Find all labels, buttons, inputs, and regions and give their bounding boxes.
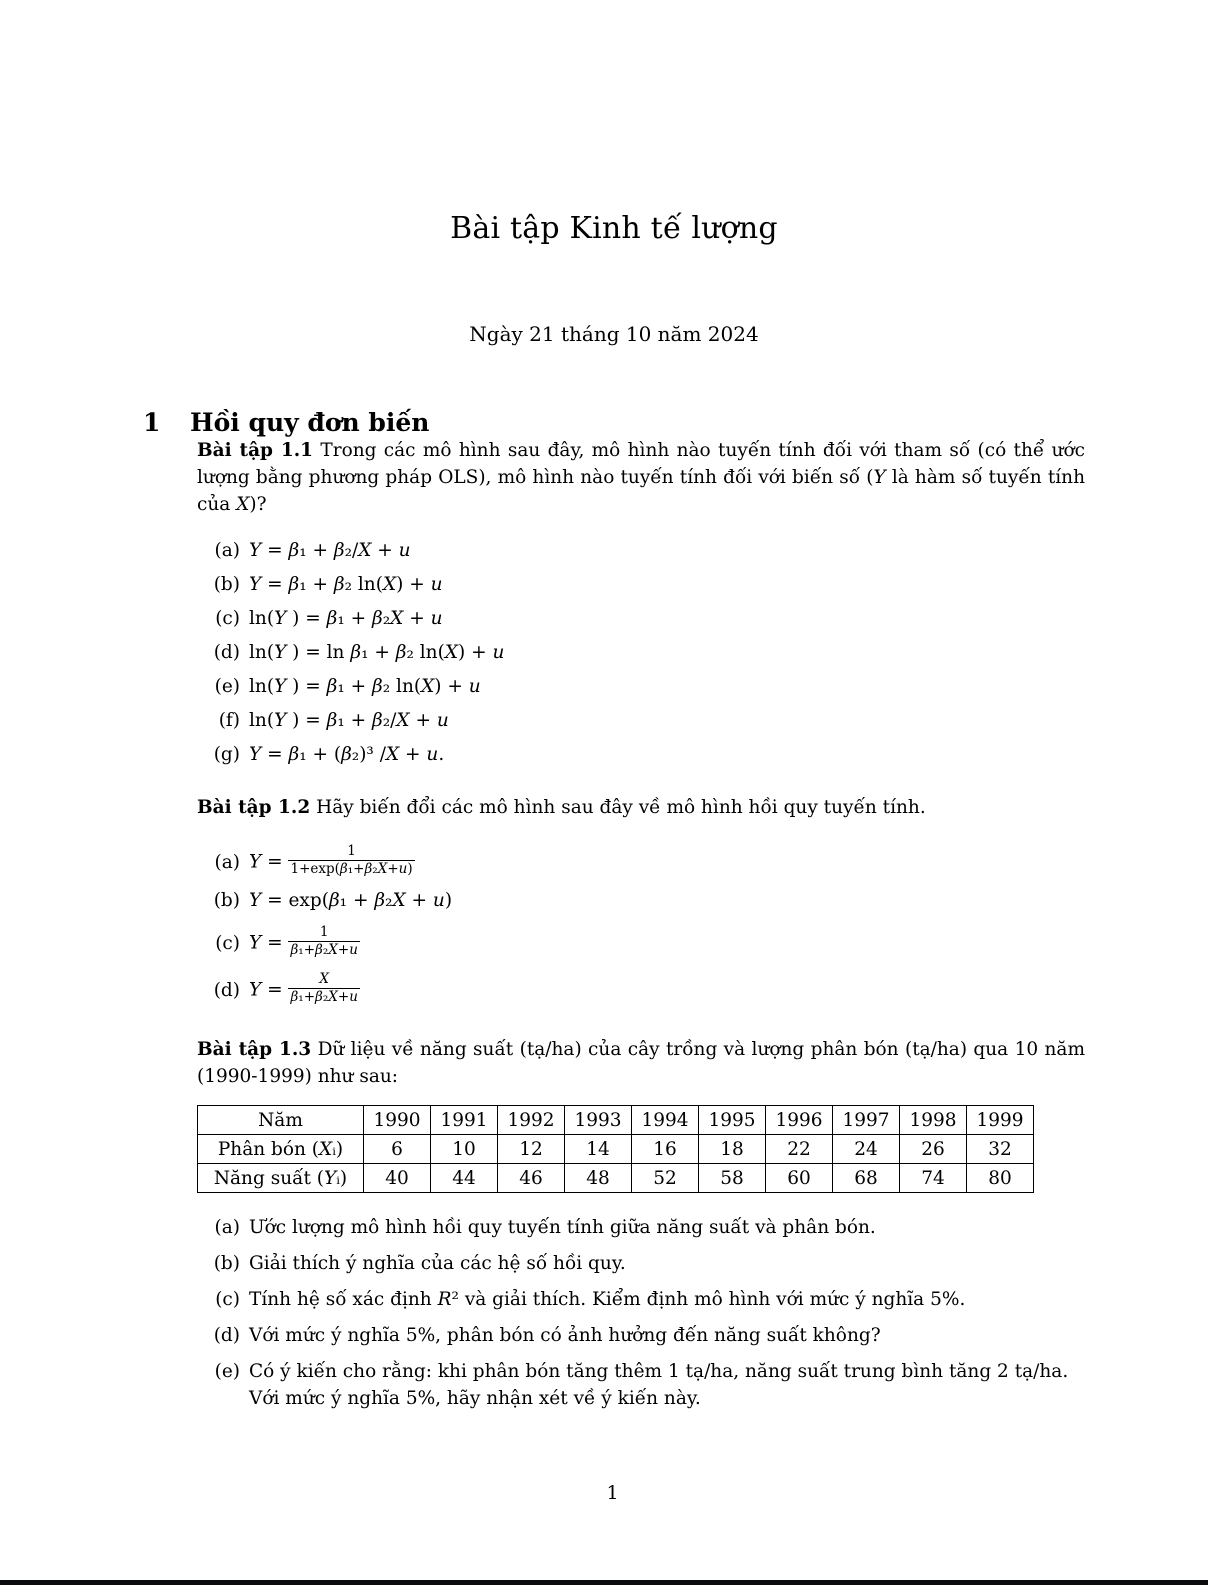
item-formula: Y = $\frac{1}{\text{1+exp(β₁+β₂X+u)}}$: [249, 842, 413, 877]
data-table-wrap: [143, 1105, 1085, 1193]
row-label-cell: Năm: [198, 1106, 364, 1135]
value-cell: 60: [766, 1164, 833, 1193]
item-text: Có ý kiến cho rằng: khi phân bón tăng thêm 1 tạ/ha, năng suất trung bình tăng 2 tạ/ha. Với mức ý nghĩa 5%, hãy nhận xét về ý kiến này.: [249, 1361, 1069, 1409]
item-label: (c): [215, 1289, 240, 1310]
list-item: [200, 707, 1085, 734]
value-cell: 6: [364, 1135, 431, 1164]
exercise-1-3-label: Bài tập 1.3: [197, 1039, 312, 1060]
value-cell: 58: [699, 1164, 766, 1193]
value-cell: 74: [900, 1164, 967, 1193]
item-text: ln(Y ) = β₁ + β₂/X + u: [249, 710, 449, 731]
item-label: (a): [214, 851, 240, 873]
fraction-numerator: X: [319, 970, 329, 987]
list-item: [200, 1214, 1085, 1241]
table-row: [198, 1106, 1034, 1135]
value-cell: 46: [498, 1164, 565, 1193]
value-cell: 1999: [967, 1106, 1034, 1135]
value-cell: 1993: [565, 1106, 632, 1135]
section-heading: [143, 408, 1085, 437]
list-item: [200, 968, 1085, 1012]
row-label-cell: Năng suất (Yᵢ): [198, 1164, 364, 1193]
item-text: Với mức ý nghĩa 5%, phân bón có ảnh hưởng đến năng suất không?: [249, 1325, 881, 1346]
page-number: 1: [606, 1482, 619, 1504]
item-text: Y = β₁ + β₂ ln(X) + u: [249, 574, 443, 595]
item-text: Y = exp(β₁ + β₂X + u): [249, 890, 453, 911]
item-text: Giải thích ý nghĩa của các hệ số hồi quy.: [249, 1253, 626, 1274]
list-item: [200, 1358, 1085, 1412]
value-cell: 1995: [699, 1106, 766, 1135]
list-item: [200, 840, 1085, 884]
value-cell: 12: [498, 1135, 565, 1164]
value-cell: 1996: [766, 1106, 833, 1135]
value-cell: 1992: [498, 1106, 565, 1135]
item-formula: Y = $\frac{X}{\text{β₁+β₂X+u}}$: [249, 970, 358, 1005]
item-text: Tính hệ số xác định R² và giải thích. Kiểm định mô hình với mức ý nghĩa 5%.: [249, 1289, 966, 1310]
value-cell: 18: [699, 1135, 766, 1164]
exercise-1-3-items: [143, 1214, 1085, 1412]
value-cell: 1994: [632, 1106, 699, 1135]
exercise-1-3-intro-paragraph: [197, 1036, 1085, 1090]
value-cell: 32: [967, 1135, 1034, 1164]
value-cell: 1998: [900, 1106, 967, 1135]
list-item: [200, 537, 1085, 564]
doc-date: Ngày 21 tháng 10 năm 2024: [469, 322, 759, 346]
section-title: Hồi quy đơn biến: [190, 408, 430, 437]
exercise-1-3-intro: Dữ liệu về năng suất (tạ/ha) của cây trồng và lượng phân bón (tạ/ha) qua 10 năm (1990-1999) như sau:: [197, 1039, 1085, 1087]
item-label: (f): [218, 710, 240, 731]
fraction-numerator: 1: [347, 842, 356, 859]
data-table: [197, 1105, 1034, 1193]
value-cell: 1991: [431, 1106, 498, 1135]
list-item: [200, 1322, 1085, 1349]
value-cell: 10: [431, 1135, 498, 1164]
item-label: (a): [214, 540, 240, 561]
item-text: Y = β₁ + (β₂)³ /X + u.: [249, 744, 445, 765]
exercise-1-3: [143, 1036, 1085, 1412]
exercise-1-2-intro-paragraph: [197, 794, 1085, 821]
list-item: [200, 639, 1085, 666]
exercise-1-2-intro: Hãy biến đổi các mô hình sau đây về mô hình hồi quy tuyến tính.: [316, 797, 926, 818]
row-label-cell: Phân bón (Xᵢ): [198, 1135, 364, 1164]
fraction: [288, 971, 359, 1006]
item-text: ln(Y ) = ln β₁ + β₂ ln(X) + u: [249, 642, 505, 663]
item-text: Ước lượng mô hình hồi quy tuyến tính giữa năng suất và phân bón.: [249, 1217, 876, 1238]
value-cell: 1990: [364, 1106, 431, 1135]
item-label: (e): [214, 1361, 240, 1382]
exercise-1-2-items: [143, 840, 1085, 1012]
item-text: Y = β₁ + β₂/X + u: [249, 540, 411, 561]
value-cell: 80: [967, 1164, 1034, 1193]
fraction-denominator: β₁+β₂X+u: [290, 988, 358, 1005]
list-item: [200, 741, 1085, 768]
exercise-1-1-items: [143, 537, 1085, 768]
value-cell: 40: [364, 1164, 431, 1193]
section-number: 1: [143, 408, 161, 437]
value-cell: 26: [900, 1135, 967, 1164]
fraction: [288, 843, 414, 878]
table-row: [198, 1164, 1034, 1193]
value-cell: 48: [565, 1164, 632, 1193]
list-item: [200, 605, 1085, 632]
value-cell: 22: [766, 1135, 833, 1164]
item-label: (e): [214, 676, 240, 697]
exercise-1-1: [143, 437, 1085, 768]
list-item: [200, 571, 1085, 598]
list-item: [200, 921, 1085, 965]
fraction-denominator: β₁+β₂X+u: [290, 941, 358, 958]
fraction-numerator: 1: [319, 923, 329, 940]
item-text: ln(Y ) = β₁ + β₂X + u: [249, 608, 443, 629]
item-label: (a): [214, 1217, 240, 1238]
value-cell: 1997: [833, 1106, 900, 1135]
value-cell: 16: [632, 1135, 699, 1164]
list-item: [200, 1286, 1085, 1313]
value-cell: 14: [565, 1135, 632, 1164]
item-label: (b): [213, 574, 240, 595]
exercise-1-1-label: Bài tập 1.1: [197, 440, 314, 461]
value-cell: 24: [833, 1135, 900, 1164]
item-text: ln(Y ) = β₁ + β₂ ln(X) + u: [249, 676, 481, 697]
exercise-1-1-intro-paragraph: [197, 437, 1085, 518]
item-label: (b): [213, 1253, 240, 1274]
item-label: (d): [213, 1325, 240, 1346]
fraction: [288, 924, 359, 959]
item-label: (d): [213, 642, 240, 663]
list-item: [200, 673, 1085, 700]
exercise-1-2: [143, 794, 1085, 1012]
item-label: (b): [213, 890, 240, 911]
exercise-1-1-intro: Trong các mô hình sau đây, mô hình nào tuyến tính đối với tham số (có thể ước lượng bằng phương pháp OLS), mô hình nào tuyến tính đối với biến số (Y là hàm số tuyến tính của X)?: [197, 440, 1085, 515]
value-cell: 68: [833, 1164, 900, 1193]
table-row: [198, 1135, 1034, 1164]
item-formula: Y = $\frac{1}{\text{β₁+β₂X+u}}$: [249, 923, 358, 958]
fraction-denominator: 1+exp(β₁+β₂X+u): [290, 860, 413, 877]
item-label: (c): [215, 608, 240, 629]
list-item: [200, 887, 1085, 914]
value-cell: 52: [632, 1164, 699, 1193]
bottom-edge-bar: [0, 1580, 1208, 1585]
value-cell: 44: [431, 1164, 498, 1193]
item-label: (g): [213, 744, 240, 765]
item-label: (d): [213, 979, 240, 1001]
page-title: Bài tập Kinh tế lượng: [450, 211, 778, 246]
item-label: (c): [215, 932, 240, 954]
list-item: [200, 1250, 1085, 1277]
exercise-1-2-label: Bài tập 1.2: [197, 797, 311, 818]
